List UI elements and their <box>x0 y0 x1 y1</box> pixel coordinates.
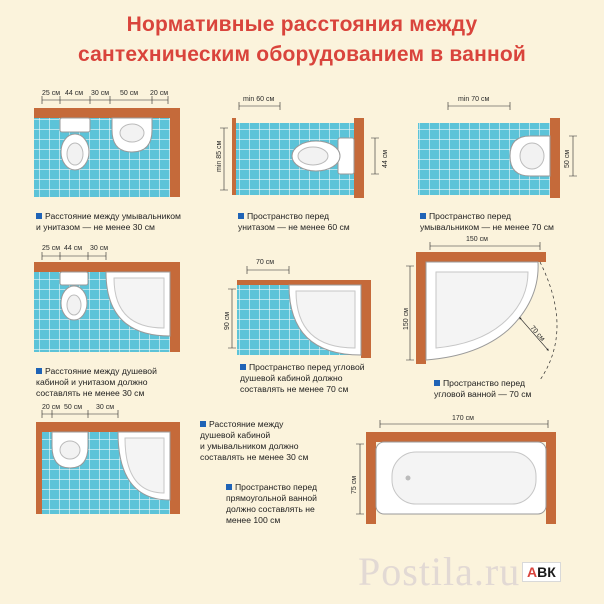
dim-label: 90 см <box>224 311 231 330</box>
caption-diagram-3: Пространство перед умывальником — не менее 70 см <box>420 211 554 232</box>
dim-label: 70 см <box>528 324 546 343</box>
watermark: Postila.ru <box>358 549 521 594</box>
bullet-icon <box>238 213 244 219</box>
title-line-1: Нормативные расстояния между <box>126 13 478 36</box>
bullet-icon <box>226 484 232 490</box>
toilet-tank <box>60 118 90 132</box>
dim-label: 30 см <box>96 404 115 411</box>
diagram-5-corner-shower-space <box>224 259 371 358</box>
dim-label: 50 см <box>564 149 571 168</box>
wall <box>34 108 180 118</box>
dim-label: 25 см <box>42 90 61 97</box>
diagram-3-sink-front-space <box>418 96 577 198</box>
diagram-6-corner-bath-space <box>403 236 557 380</box>
toilet-tank <box>60 272 88 285</box>
caption-diagram-5: Пространство перед угловой душевой кабиной должно составлять не менее 70 см <box>240 362 365 394</box>
diagram-1-toilet-sink <box>34 90 180 197</box>
dim-label: 150 см <box>403 308 410 330</box>
dim-label: 50 см <box>120 90 139 97</box>
dim-label: 170 см <box>452 415 474 422</box>
dim-label: 70 см <box>256 259 275 266</box>
tiled-floor <box>34 113 180 197</box>
bullet-icon <box>36 368 42 374</box>
wall <box>170 108 180 197</box>
dim-label: 150 см <box>466 236 488 243</box>
dim-label: 20 см <box>42 404 61 411</box>
dim-label: 44 см <box>64 245 83 252</box>
diagram-7-sink-shower <box>36 404 180 514</box>
dim-label: 30 см <box>91 90 110 97</box>
caption-diagram-1: Расстояние между умывальником и унитазом — не менее 30 см <box>36 211 181 232</box>
brand-logo: АВК <box>522 562 561 582</box>
caption-diagram-6: Пространство перед угловой ванной — 70 см <box>434 378 532 399</box>
diagram-4-toilet-shower <box>34 245 180 352</box>
dim-label: 20 см <box>150 90 169 97</box>
dim-label: min 70 см <box>458 96 490 103</box>
dim-label: 44 см <box>65 90 84 97</box>
caption-diagram-8: Пространство перед прямоугольной ванной должно составлять не менее 100 см <box>226 482 317 525</box>
diagram-2-toilet-front-space <box>216 96 389 198</box>
caption-diagram-2: Пространство перед унитазом — не менее 60 см <box>238 211 350 232</box>
bullet-icon <box>420 213 426 219</box>
dim-label: 30 см <box>90 245 109 252</box>
dim-label: min 85 см <box>216 140 223 172</box>
dim-label: 44 см <box>382 149 389 168</box>
diagram-8-rect-bath-space <box>351 415 556 524</box>
caption-diagram-7: Расстояние между душевой кабиной и умывальником должно составлять не менее 30 см <box>200 419 309 462</box>
dim-label: 25 см <box>42 245 61 252</box>
bullet-icon <box>36 213 42 219</box>
bullet-icon <box>200 421 206 427</box>
dim-label: 75 см <box>351 475 358 494</box>
bullet-icon <box>240 364 246 370</box>
title-line-2: сантехническим оборудованием в ванной <box>77 43 527 66</box>
caption-diagram-4: Расстояние между душевой кабиной и унитазом должно составлять не менее 30 см <box>36 366 157 398</box>
bullet-icon <box>434 380 440 386</box>
dim-label: 50 см <box>64 404 83 411</box>
dim-label: min 60 см <box>243 96 275 103</box>
